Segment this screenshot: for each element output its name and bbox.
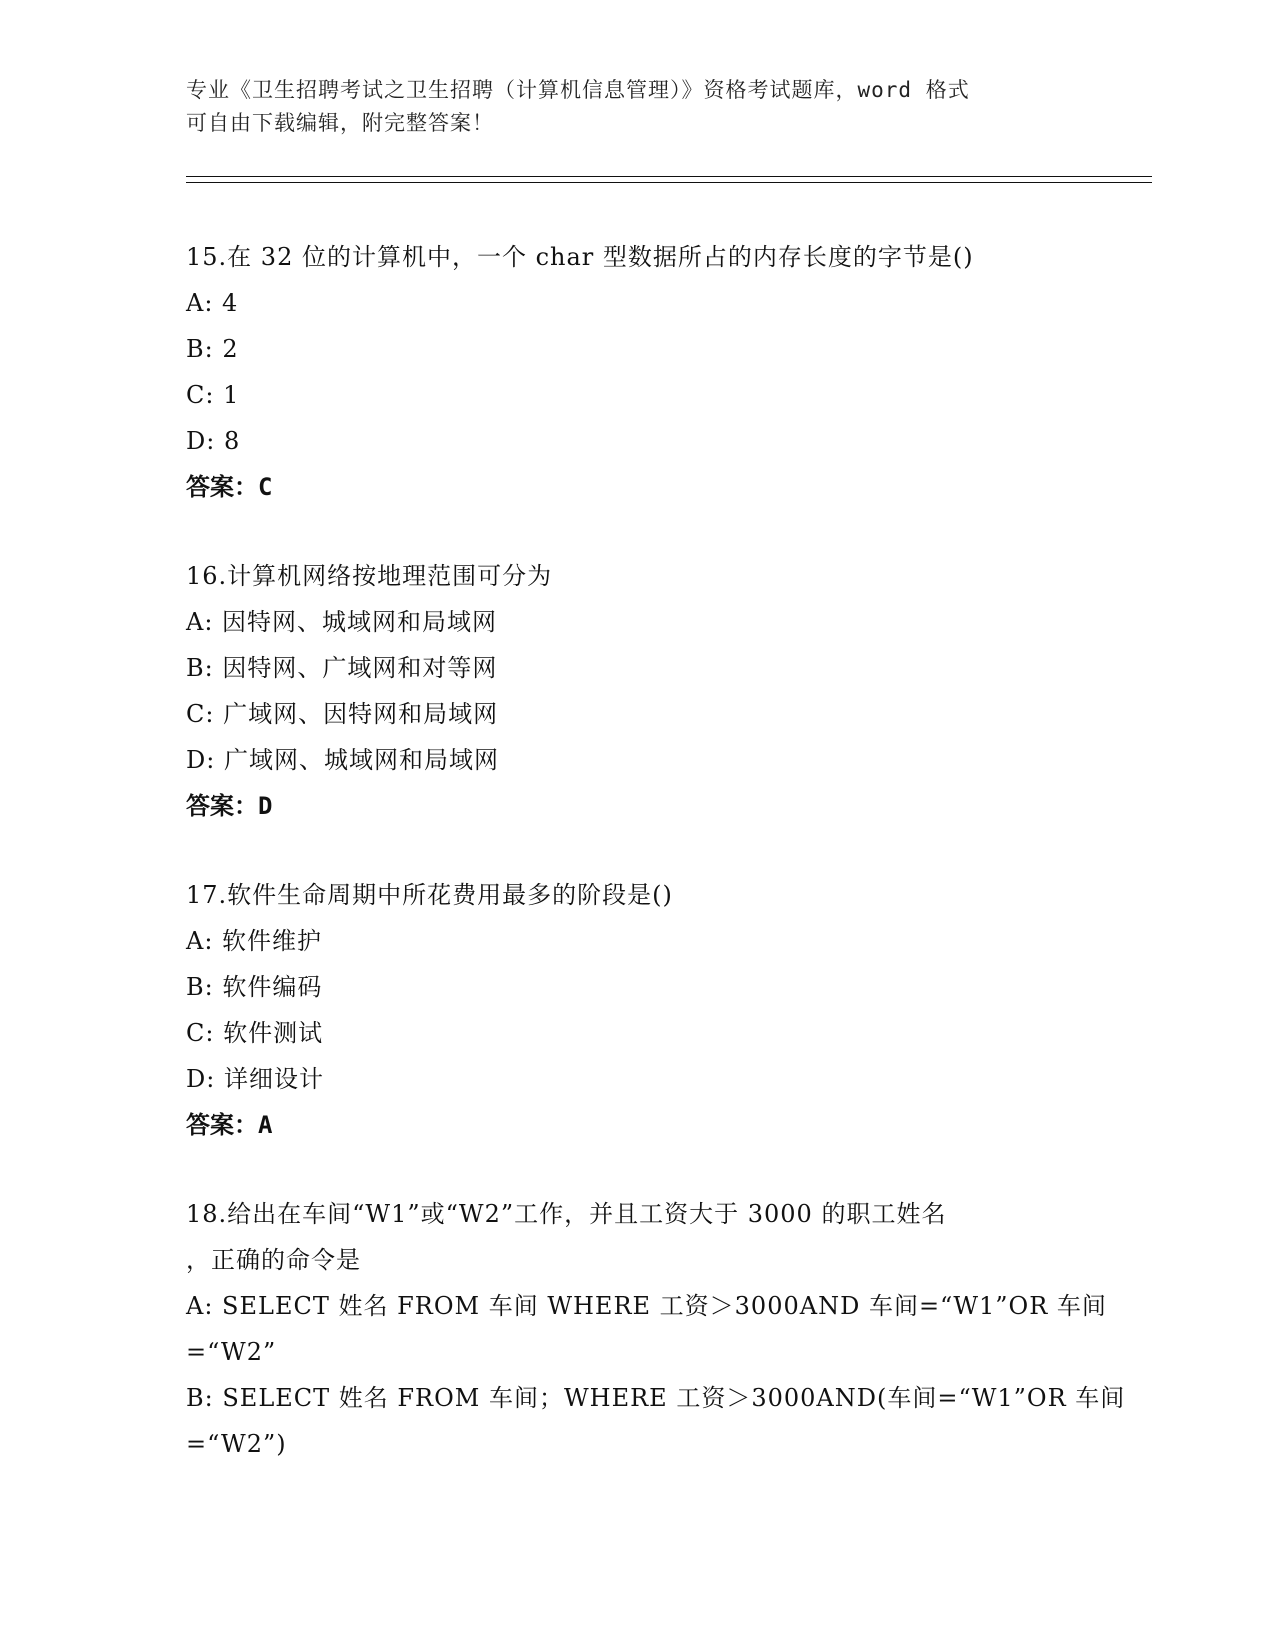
answer-line [186,464,1086,510]
question-stem: 15.在 32 位的计算机中，一个 char 型数据所占的内存长度的字节是() [186,243,974,271]
option-b: B: 软件编码 [186,973,323,1001]
answer-label: 答案： [186,792,258,820]
answer-line [186,783,1086,829]
question-18 [186,1191,1126,1467]
header-line-2: 可自由下载编辑，附完整答案！ [186,111,494,135]
question-16 [186,553,1086,829]
answer-label: 答案： [186,1111,258,1139]
option-d: D: 8 [186,427,241,455]
option-b: B: SELECT 姓名 FROM 车间；WHERE 工资＞3000AND(车间=“W1”OR 车间 [186,1384,1126,1412]
option-c: C: 1 [186,381,240,409]
header-divider-bottom [186,182,1152,183]
option-a: A: 4 [186,289,239,317]
option-a: A: 软件维护 [186,927,323,955]
answer-value: C [258,473,273,501]
option-a: A: SELECT 姓名 FROM 车间 WHERE 工资＞3000AND 车间=“W1”OR 车间 [186,1292,1107,1320]
answer-line [186,1102,1086,1148]
question-15 [186,234,1086,510]
option-d: D: 广域网、城域网和局域网 [186,746,499,774]
option-b: B: 因特网、广域网和对等网 [186,654,498,682]
option-b-continued: =“W2”) [186,1430,287,1458]
document-header [186,74,1086,140]
answer-value: A [258,1111,273,1139]
option-a: A: 因特网、城域网和局域网 [186,608,498,636]
option-d: D: 详细设计 [186,1065,324,1093]
question-stem: 16.计算机网络按地理范围可分为 [186,562,553,590]
answer-label: 答案： [186,473,258,501]
option-a-continued: =“W2” [186,1338,277,1366]
question-17 [186,872,1086,1148]
option-b: B: 2 [186,335,239,363]
question-stem: 18.给出在车间“W1”或“W2”工作，并且工资大于 3000 的职工姓名 [186,1200,947,1228]
option-c: C: 软件测试 [186,1019,324,1047]
question-stem-continued: ，正确的命令是 [186,1246,361,1274]
question-stem: 17.软件生命周期中所花费用最多的阶段是() [186,881,673,909]
header-line-1: 专业《卫生招聘考试之卫生招聘（计算机信息管理）》资格考试题库，word 格式 [186,78,970,102]
option-c: C: 广域网、因特网和局域网 [186,700,499,728]
header-divider-top [186,176,1152,177]
answer-value: D [258,792,273,820]
